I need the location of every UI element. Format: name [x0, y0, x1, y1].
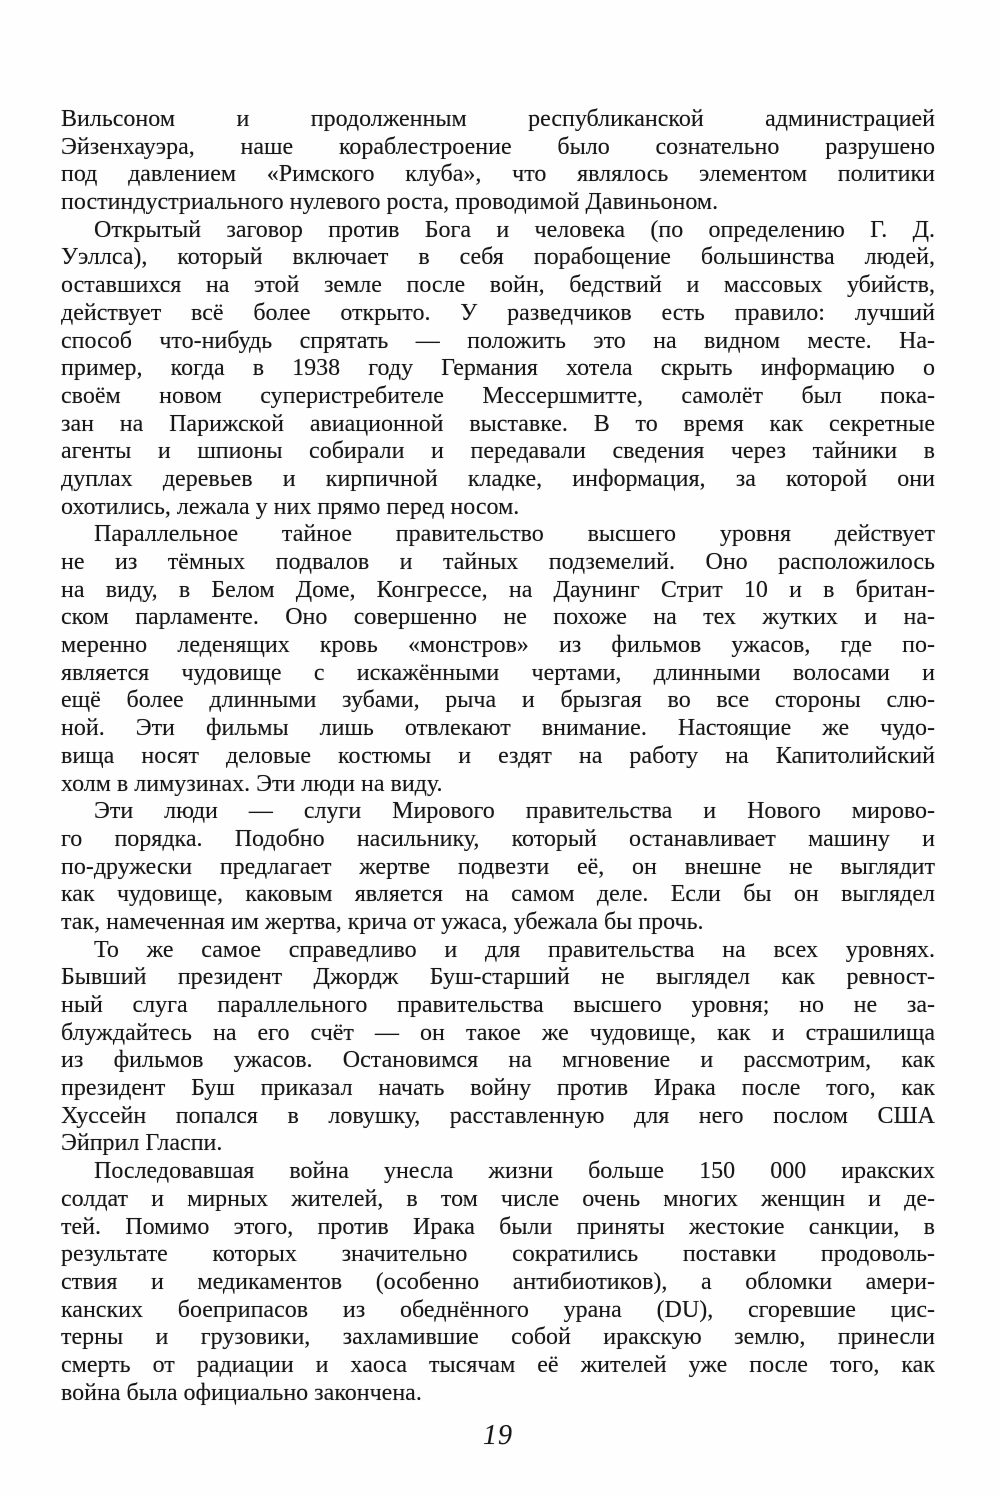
paragraph — [61, 1158, 935, 1407]
text-line: дуплах деревьев и кирпичной кладке, информация, за которой они — [61, 465, 935, 492]
text-line: ещё более длинными зубами, рыча и брызгая во все стороны слю- — [61, 687, 935, 714]
text-line: из фильмов ужасов. Остановимся на мгновение и рассмотрим, как — [61, 1047, 935, 1074]
text-line: пример, когда в 1938 году Германия хотела скрыть информацию о — [61, 355, 935, 382]
text-line: ствия и медикаментов (особенно антибиотиков), а обломки амери- — [61, 1268, 935, 1295]
text-line: ском парламенте. Оно совершенно не похоже на тех жутких и на- — [61, 604, 935, 631]
text-line: Эти люди — слуги Мирового правительства и Нового мирово- — [94, 798, 935, 825]
text-line: солдат и мирных жителей, в том числе очень многих женщин и де- — [61, 1185, 935, 1212]
text-line: Уэллса), который включает в себя порабощение большинства людей, — [61, 244, 935, 271]
paragraph — [61, 521, 935, 798]
text-line: холм в лимузинах. Эти люди на виду. — [61, 770, 443, 797]
text-line: под давлением «Римского клуба», что являлось элементом политики — [61, 161, 935, 188]
text-line: Бывший президент Джордж Буш-старший не выглядел как ревност- — [61, 964, 935, 991]
text-line: вища носят деловые костюмы и ездят на работу на Капитолийский — [61, 742, 935, 769]
text-line: ный слуга параллельного правительства высшего уровня; но не за- — [61, 992, 935, 1018]
text-line: Хуссейн попался в ловушку, расставленную для него послом США — [61, 1102, 935, 1129]
text-line: меренно леденящих кровь «монстров» из фильмов ужасов, где по- — [61, 632, 935, 659]
text-line: результате которых значительно сократились поставки продоволь- — [61, 1241, 935, 1268]
text-line: блуждайтесь на его счёт — он такое же чудовище, как и страшилища — [61, 1019, 935, 1046]
paragraph — [61, 217, 935, 522]
paragraph — [61, 106, 935, 217]
text-line: Эйзенхауэра, наше кораблестроение было сознательно разрушено — [61, 133, 935, 160]
text-line: Эйприл Гласпи. — [61, 1130, 223, 1157]
text-line: Вильсоном и продолженным республиканской администрацией — [61, 106, 935, 132]
text-line: на виду, в Белом Доме, Конгрессе, на Даунинг Стрит 10 и в британ- — [61, 576, 935, 603]
text-line: зан на Парижской авиационной выставке. В то время как секретные — [61, 410, 935, 437]
text-line: То же самое справедливо и для правительства на всех уровнях. — [94, 936, 935, 963]
text-line: не из тёмных подвалов и тайных подземелий. Оно расположилось — [61, 549, 935, 575]
text-line: как чудовище, каковым является на самом деле. Если бы он выглядел — [61, 881, 935, 908]
text-line: по-дружески предлагает жертве подвезти её, он внешне не выглядит — [61, 853, 935, 880]
text-line: постиндустриального нулевого роста, проводимой Давиньоном. — [61, 189, 719, 216]
paragraph — [61, 798, 935, 936]
text-line: охотились, лежала у них прямо перед носом. — [61, 493, 520, 520]
text-line: го порядка. Подобно насильнику, который останавливает машину и — [61, 825, 935, 852]
text-line: оставшихся на этой земле после войн, бедствий и массовых убийств, — [61, 272, 935, 299]
text-line: ной. Эти фильмы лишь отвлекают внимание. Настоящие же чудо- — [61, 715, 935, 742]
text-line: канских боеприпасов из обеднённого урана (DU), сгоревшие цис- — [61, 1296, 935, 1323]
paragraph — [61, 937, 935, 1159]
page-number: 19 — [483, 1420, 513, 1451]
text-line: способ что-нибудь спрятать — положить это на видном месте. На- — [61, 327, 935, 354]
text-line: Открытый заговор против Бога и человека (по определению Г. Д. — [94, 216, 935, 243]
text-line: президент Буш приказал начать войну против Ирака после того, как — [61, 1075, 935, 1102]
text-line: война была официально закончена. — [61, 1379, 422, 1406]
text-line: Параллельное тайное правительство высшего уровня действует — [94, 521, 935, 548]
text-line: так, намеченная им жертва, крича от ужаса, убежала бы прочь. — [61, 908, 704, 935]
text-line: тей. Помимо этого, против Ирака были приняты жестокие санкции, в — [61, 1213, 935, 1240]
text-line: терны и грузовики, захламившие собой иракскую землю, принесли — [61, 1324, 935, 1351]
page-text — [61, 106, 935, 1407]
text-line: своём новом суперистребителе Мессершмитте, самолёт был пока- — [61, 382, 935, 409]
text-line: действует всё более открыто. У разведчиков есть правило: лучший — [61, 299, 935, 326]
text-line: является чудовище с искажёнными чертами, длинными волосами и — [61, 659, 935, 686]
text-line: агенты и шпионы собирали и передавали сведения через тайники в — [61, 438, 935, 465]
text-line: Последовавшая война унесла жизни больше 150 000 иракских — [94, 1158, 935, 1185]
text-line: смерть от радиации и хаоса тысячам её жителей уже после того, как — [61, 1351, 935, 1378]
